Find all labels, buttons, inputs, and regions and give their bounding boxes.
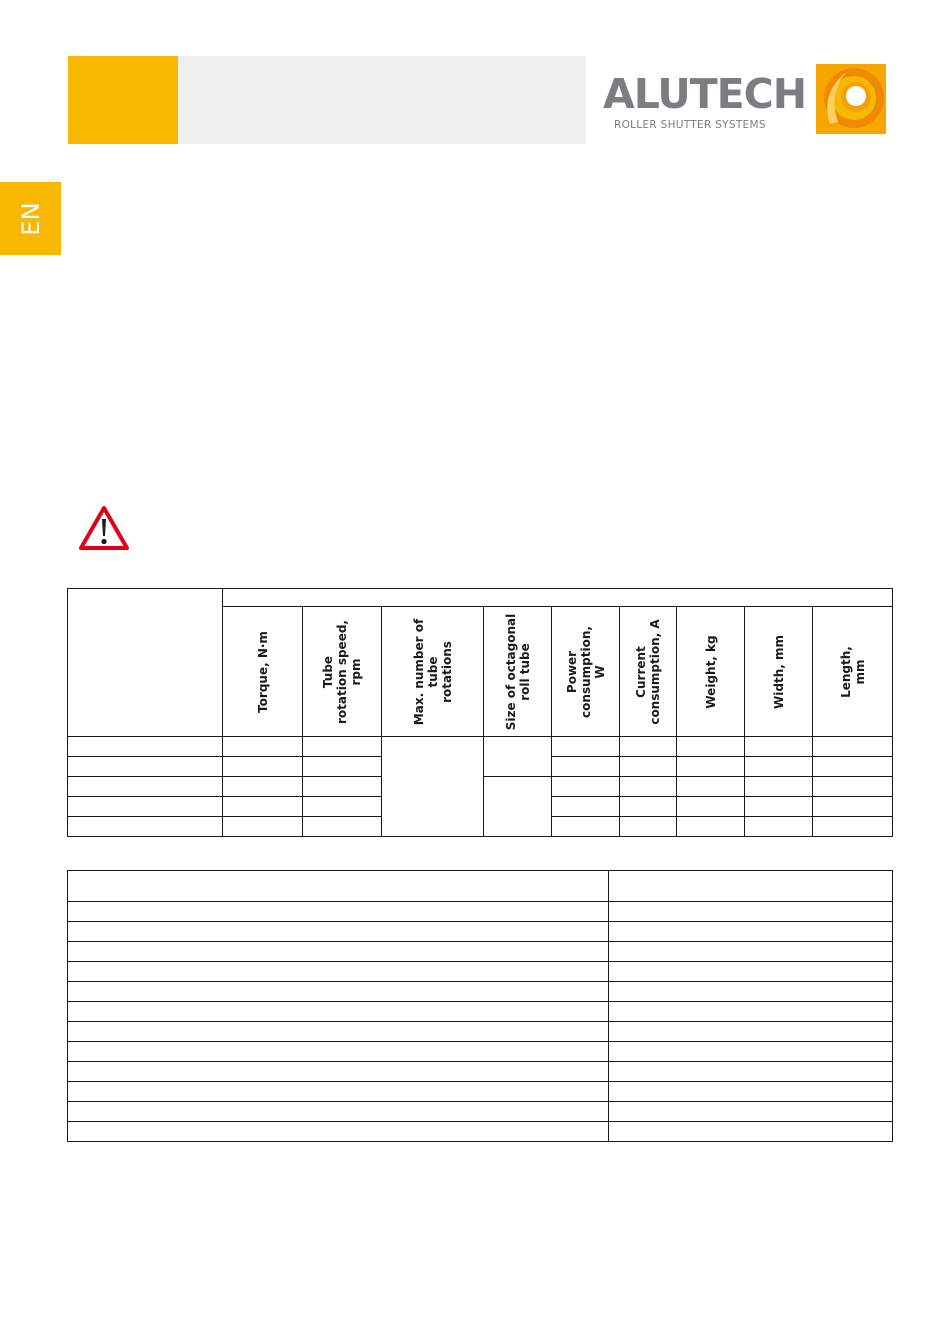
table-row — [68, 1022, 893, 1042]
table-row — [68, 982, 893, 1002]
warning-triangle-icon — [78, 505, 130, 551]
motor-spec-table — [67, 588, 893, 837]
header-title-panel — [178, 56, 586, 144]
table-row — [68, 737, 893, 757]
table-header-row — [68, 871, 893, 902]
column-header-torque: Torque, N·m — [223, 607, 303, 737]
column-header-rotation-speed: Tube rotation speed, rpm — [303, 607, 382, 737]
table-row — [68, 1102, 893, 1122]
logo-wordmark: ALUTECH — [603, 70, 807, 118]
language-label: EN — [16, 201, 45, 236]
column-header-width: Width, mm — [745, 607, 813, 737]
logo-tagline: ROLLER SHUTTER SYSTEMS — [614, 119, 766, 131]
column-header-current: Current consumption, A — [620, 607, 677, 737]
header-yellow-block — [68, 56, 178, 144]
column-header-max-rotations: Max. number of tube rotations — [382, 607, 484, 737]
parameters-table — [67, 870, 893, 1142]
column-header-length: Length, mm — [813, 607, 893, 737]
table-row — [68, 902, 893, 922]
table-row — [68, 942, 893, 962]
table-row — [68, 1122, 893, 1142]
spec-table-model-header — [68, 589, 223, 737]
table-row — [68, 922, 893, 942]
column-header-tube-size: Size of octagonal roll tube — [484, 607, 552, 737]
logo-swirl-icon — [816, 64, 886, 134]
language-tab — [0, 182, 61, 255]
column-header-power: Power consumption, W — [552, 607, 620, 737]
spec-table-group-header — [223, 589, 893, 607]
table-row — [68, 1082, 893, 1102]
table-row — [68, 1062, 893, 1082]
table-row — [68, 1002, 893, 1022]
column-header-weight: Weight, kg — [677, 607, 745, 737]
table-row — [68, 962, 893, 982]
alutech-logo — [603, 64, 885, 136]
table-row — [68, 1042, 893, 1062]
